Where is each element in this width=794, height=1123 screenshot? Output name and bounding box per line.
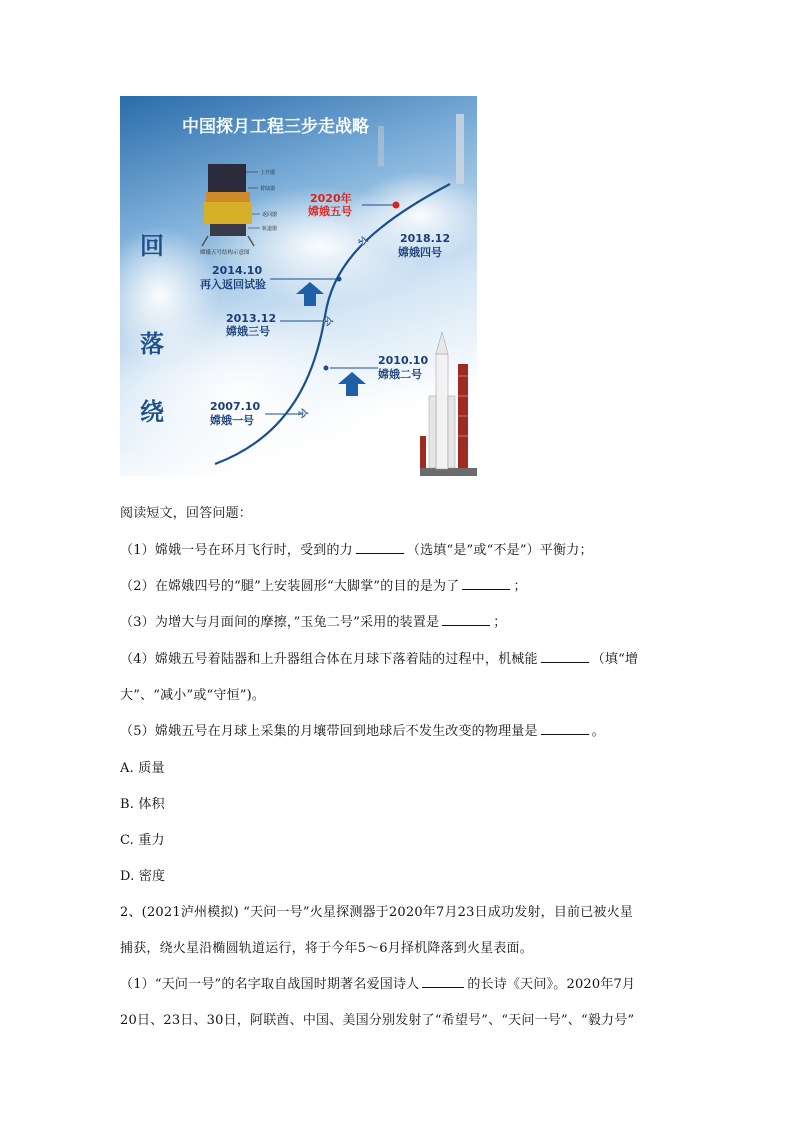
- option-b[interactable]: B. 体积: [120, 797, 165, 812]
- question-5-text-end: 。: [591, 724, 605, 739]
- milestone-name-2010: 嫦娥二号: [378, 368, 422, 381]
- question-3: [120, 611, 506, 630]
- question-4: [120, 648, 638, 667]
- answer-blank-3[interactable]: [442, 613, 490, 626]
- side-char-land: 落: [140, 329, 164, 358]
- q2-sub-1-text: （1）“天问一号”的名字取自战国时期著名爱国诗人: [120, 977, 420, 992]
- question-2: [120, 575, 527, 594]
- option-c[interactable]: C. 重力: [120, 833, 165, 848]
- milestone-date-2007: 2007.10: [210, 400, 261, 413]
- answer-blank-q2-1[interactable]: [422, 975, 464, 988]
- q2-sub-1: [120, 973, 635, 992]
- milestone-name-2013: 嫦娥三号: [226, 325, 270, 338]
- side-char-return: 回: [140, 231, 164, 260]
- probe-caption: 嫦娥五号结构示意图: [200, 250, 250, 256]
- question-4-text: （4）嫦娥五号着陆器和上升器组合体在月球下落着陆的过程中，机械能: [120, 652, 538, 667]
- question-1: [120, 539, 593, 558]
- probe-label-lander: 着陆器: [260, 186, 276, 192]
- option-d[interactable]: D. 密度: [120, 869, 166, 884]
- milestone-name-2014: 再入返回试验: [200, 278, 266, 291]
- question-4-continued: 大”、“减小”或“守恒”)。: [120, 688, 266, 703]
- question-1-text-end: （选填“是”或“不是”）平衡力；: [406, 543, 593, 558]
- milestone-date-2018: 2018.12: [400, 232, 451, 245]
- probe-label-returner: 返回器: [262, 212, 278, 218]
- probe-label-orbiter: 轨道器: [262, 226, 278, 232]
- q2-sub-1-continued: 20日、23日、30日，阿联酋、中国、美国分别发射了“希望号”、“天问一号”、“毅力号”: [120, 1013, 635, 1028]
- figure-title: 中国探月工程三步走战略: [182, 117, 369, 137]
- answer-blank-1[interactable]: [356, 541, 404, 554]
- side-char-orbit: 绕: [140, 397, 164, 426]
- q2-line-2: 捕获，绕火星沿椭圆轨道运行，将于今年5～6月择机降落到火星表面。: [120, 941, 533, 956]
- intro-text: 阅读短文，回答问题：: [120, 506, 253, 521]
- rocket-icon: ✈: [323, 315, 334, 330]
- question-2-text-end: ；: [513, 579, 527, 594]
- lunar-program-diagram: [120, 96, 477, 476]
- milestone-date-2014: 2014.10: [212, 264, 263, 277]
- milestone-name-2007: 嫦娥一号: [210, 414, 254, 427]
- milestone-dot-2020: [393, 202, 400, 209]
- rocket-icon: ✈: [298, 407, 309, 422]
- question-1-text: （1）嫦娥一号在环月飞行时，受到的力: [120, 543, 353, 558]
- milestone-name-2018: 嫦娥四号: [398, 246, 442, 259]
- answer-blank-5[interactable]: [541, 722, 589, 735]
- question-4-text-end: （填“增: [591, 652, 639, 667]
- option-a[interactable]: A. 质量: [120, 761, 165, 776]
- milestone-dot-2014: [337, 277, 342, 282]
- question-5-text: （5）嫦娥五号在月球上采集的月壤带回到地球后不发生改变的物理量是: [120, 724, 538, 739]
- rocket-icon: ✈: [358, 235, 369, 250]
- question-2-text: （2）在嫦娥四号的“腿”上安装圆形“大脚掌”的目的是为了: [120, 579, 460, 594]
- milestone-date-2013: 2013.12: [226, 312, 277, 325]
- q2-sub-1-text-end: 的长诗《天问》。2020年7月: [467, 977, 636, 992]
- question-3-text: （3）为增大与月面间的摩擦，”玉兔二号”采用的装置是: [120, 615, 440, 630]
- milestone-dot-2010: [324, 366, 329, 371]
- question-3-text-end: ；: [493, 615, 507, 630]
- probe-label-ascender: 上升器: [260, 170, 276, 176]
- milestone-date-2020: 2020年: [310, 192, 352, 205]
- answer-blank-4[interactable]: [541, 650, 589, 663]
- q2-line-1: 2、(2021泸州模拟) “天问一号”火星探测器于2020年7月23日成功发射，目前已被火星: [120, 905, 634, 920]
- lunar-program-figure: [120, 96, 477, 476]
- question-5: [120, 720, 605, 739]
- milestone-name-2020: 嫦娥五号: [308, 205, 352, 218]
- answer-blank-2[interactable]: [462, 577, 510, 590]
- milestone-date-2010: 2010.10: [378, 354, 429, 367]
